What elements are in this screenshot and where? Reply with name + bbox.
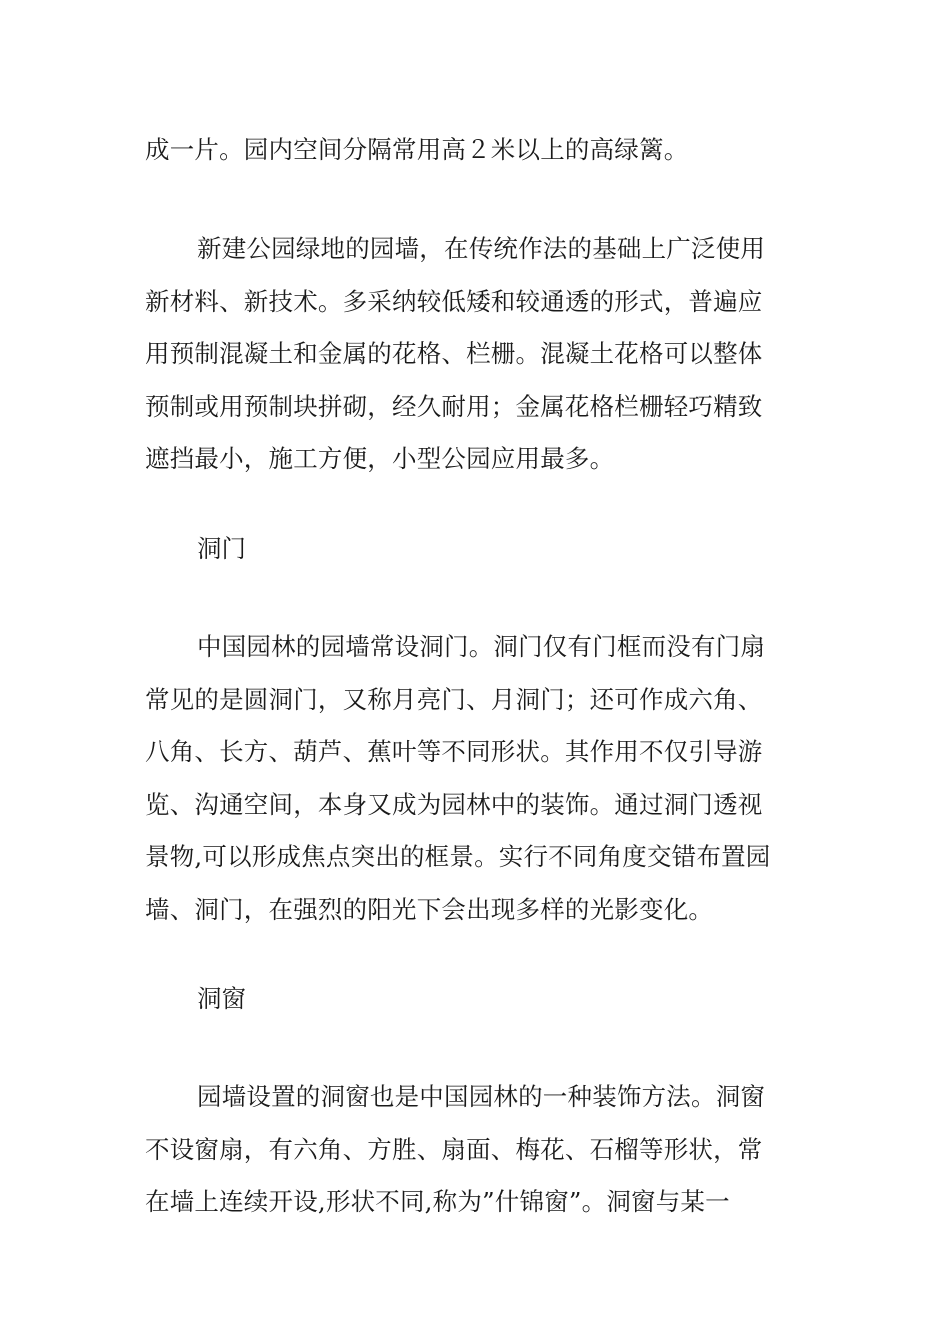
paragraph-new-park-walls [145, 223, 810, 486]
paragraph-continuation [145, 124, 810, 177]
text-line: 在墙上连续开设,形状不同,称为”什锦窗”。洞窗与某一 [145, 1187, 730, 1216]
text-line: 预制或用预制块拼砌，经久耐用；金属花格栏栅轻巧精致 [145, 391, 763, 421]
text-line: 墙、洞门，在强烈的阳光下会出现多样的光影变化。 [145, 894, 714, 924]
text-line: 用预制混凝土和金属的花格、栏栅。混凝土花格可以整体 [145, 339, 763, 368]
text-line: 八角、长方、葫芦、蕉叶等不同形状。其作用不仅引导游 [145, 737, 763, 766]
text-line: 遮挡最小，施工方便，小型公园应用最多。 [145, 444, 615, 473]
text-line: 常见的是圆洞门，又称月亮门、月洞门；还可作成六角、 [145, 684, 763, 714]
paragraph-doorway [145, 621, 810, 936]
text-line: 新材料、新技术。多采纳较低矮和较通透的形式，普遍应 [145, 286, 763, 316]
text-line: 览、沟通空间，本身又成为园林中的装饰。通过洞门透视 [145, 789, 763, 819]
text-line: 成一片。园内空间分隔常用高２米以上的高绿篱。 [145, 135, 689, 164]
section-heading-window-opening: 洞窗 [197, 984, 246, 1013]
text-line: 景物,可以形成焦点突出的框景。实行不同角度交错布置园 [145, 842, 771, 871]
section-heading-doorway: 洞门 [197, 534, 246, 563]
paragraph-window-opening [145, 1071, 810, 1229]
text-line: 中国园林的园墙常设洞门。洞门仅有门框而没有门扇 [197, 632, 766, 661]
text-line: 新建公园绿地的园墙，在传统作法的基础上广泛使用 [197, 234, 766, 263]
text-line: 不设窗扇，有六角、方胜、扇面、梅花、石榴等形状，常 [145, 1134, 763, 1164]
text-line: 园墙设置的洞窗也是中国园林的一种装饰方法。洞窗 [197, 1082, 766, 1111]
